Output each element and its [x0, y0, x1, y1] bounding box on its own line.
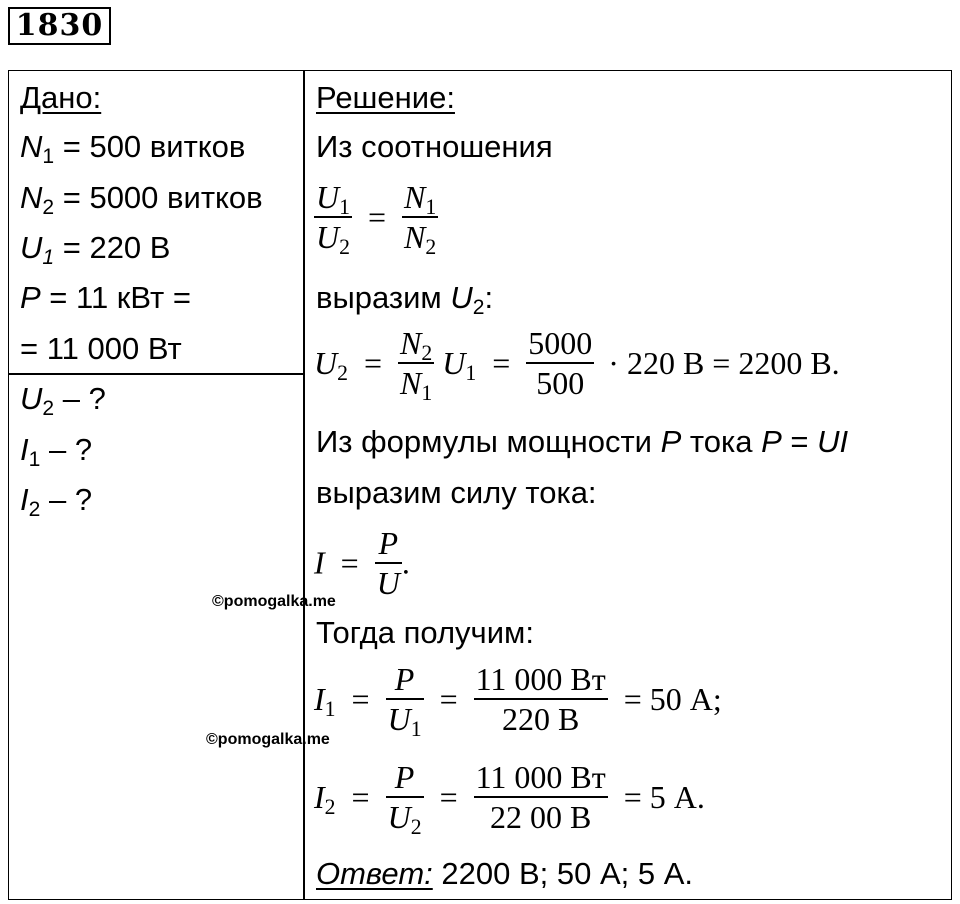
answer-value: 2200 В; 50 А; 5 А.: [432, 856, 693, 891]
i2-formula: $I_2$ = $\frac{P}{U_2}$ = $\frac{11 000 Вт}{22 00 В}$ = 5 А.: [314, 759, 705, 840]
power-formula-line: Из формулы мощности P тока P = UI: [316, 424, 849, 459]
fraction-power-voltage-2: $\frac{11 000 Вт}{22 00 В}$: [475, 759, 606, 835]
solution-line-relation: Из соотношения: [316, 129, 553, 164]
fraction-u1-u2: $\frac{U_1}{U_2}$: [316, 179, 350, 260]
fraction-n2-n1: $\frac{N_2}{N_1}$: [400, 325, 433, 406]
express-current-line: выразим силу тока:: [316, 475, 597, 510]
fraction-n1-n2: $\frac{N_1}{N_2}$: [404, 179, 437, 260]
fraction-p-u: $\frac{P}{U}$: [376, 525, 400, 601]
current-formula: I = $\frac{P}{U}$ .: [314, 525, 410, 601]
answer-line: [316, 856, 693, 892]
u2-formula: $U_2$ = $\frac{N_2}{N_1}$ $U_1$ = $\frac{5000}{500}$ · 220 В = 2200 В.: [314, 325, 840, 406]
fraction-power-voltage-1: $\frac{11 000 Вт}{220 В}$: [475, 661, 606, 737]
watermark: ©pomogalka.me: [212, 593, 336, 610]
ratio-formula: $\frac{U_1}{U_2}$ = $\frac{N_1}{N_2}$: [316, 179, 437, 260]
problem-number: 1830: [8, 7, 111, 45]
solution-header: Решение:: [316, 80, 455, 115]
fraction-p-u2: $\frac{P}{U_2}$: [387, 759, 422, 840]
fraction-p-u1: $\frac{P}{U_1}$: [387, 661, 422, 742]
find-u2: $U_2$ – ?: [20, 381, 106, 420]
answer-label: Ответ:: [316, 856, 433, 891]
express-u2-line: выразим $U_2$:: [316, 280, 494, 319]
column-divider: [303, 71, 305, 899]
given-header: Дано:: [20, 80, 102, 115]
given-n1: $N_1 = 500$ витков: [20, 129, 246, 168]
given-u1: $U_1 = 220$ В: [20, 230, 171, 269]
find-i2: $I_2$ – ?: [20, 482, 93, 521]
given-p-converted: = 11 000 Вт: [20, 331, 182, 366]
given-p: P = 11 кВт =: [20, 280, 191, 315]
watermark: ©pomogalka.me: [206, 731, 330, 748]
given-find-divider: [9, 373, 303, 375]
i1-formula: $I_1$ = $\frac{P}{U_1}$ = $\frac{11 000 Вт}{220 В}$ = 50 А;: [314, 661, 722, 742]
find-i1: $I_1$ – ?: [20, 432, 93, 471]
given-n2: $N_2 = 5000$ витков: [20, 180, 263, 219]
fraction-5000-500: $\frac{5000}{500}$: [528, 325, 593, 401]
then-line: Тогда получим:: [316, 615, 534, 650]
